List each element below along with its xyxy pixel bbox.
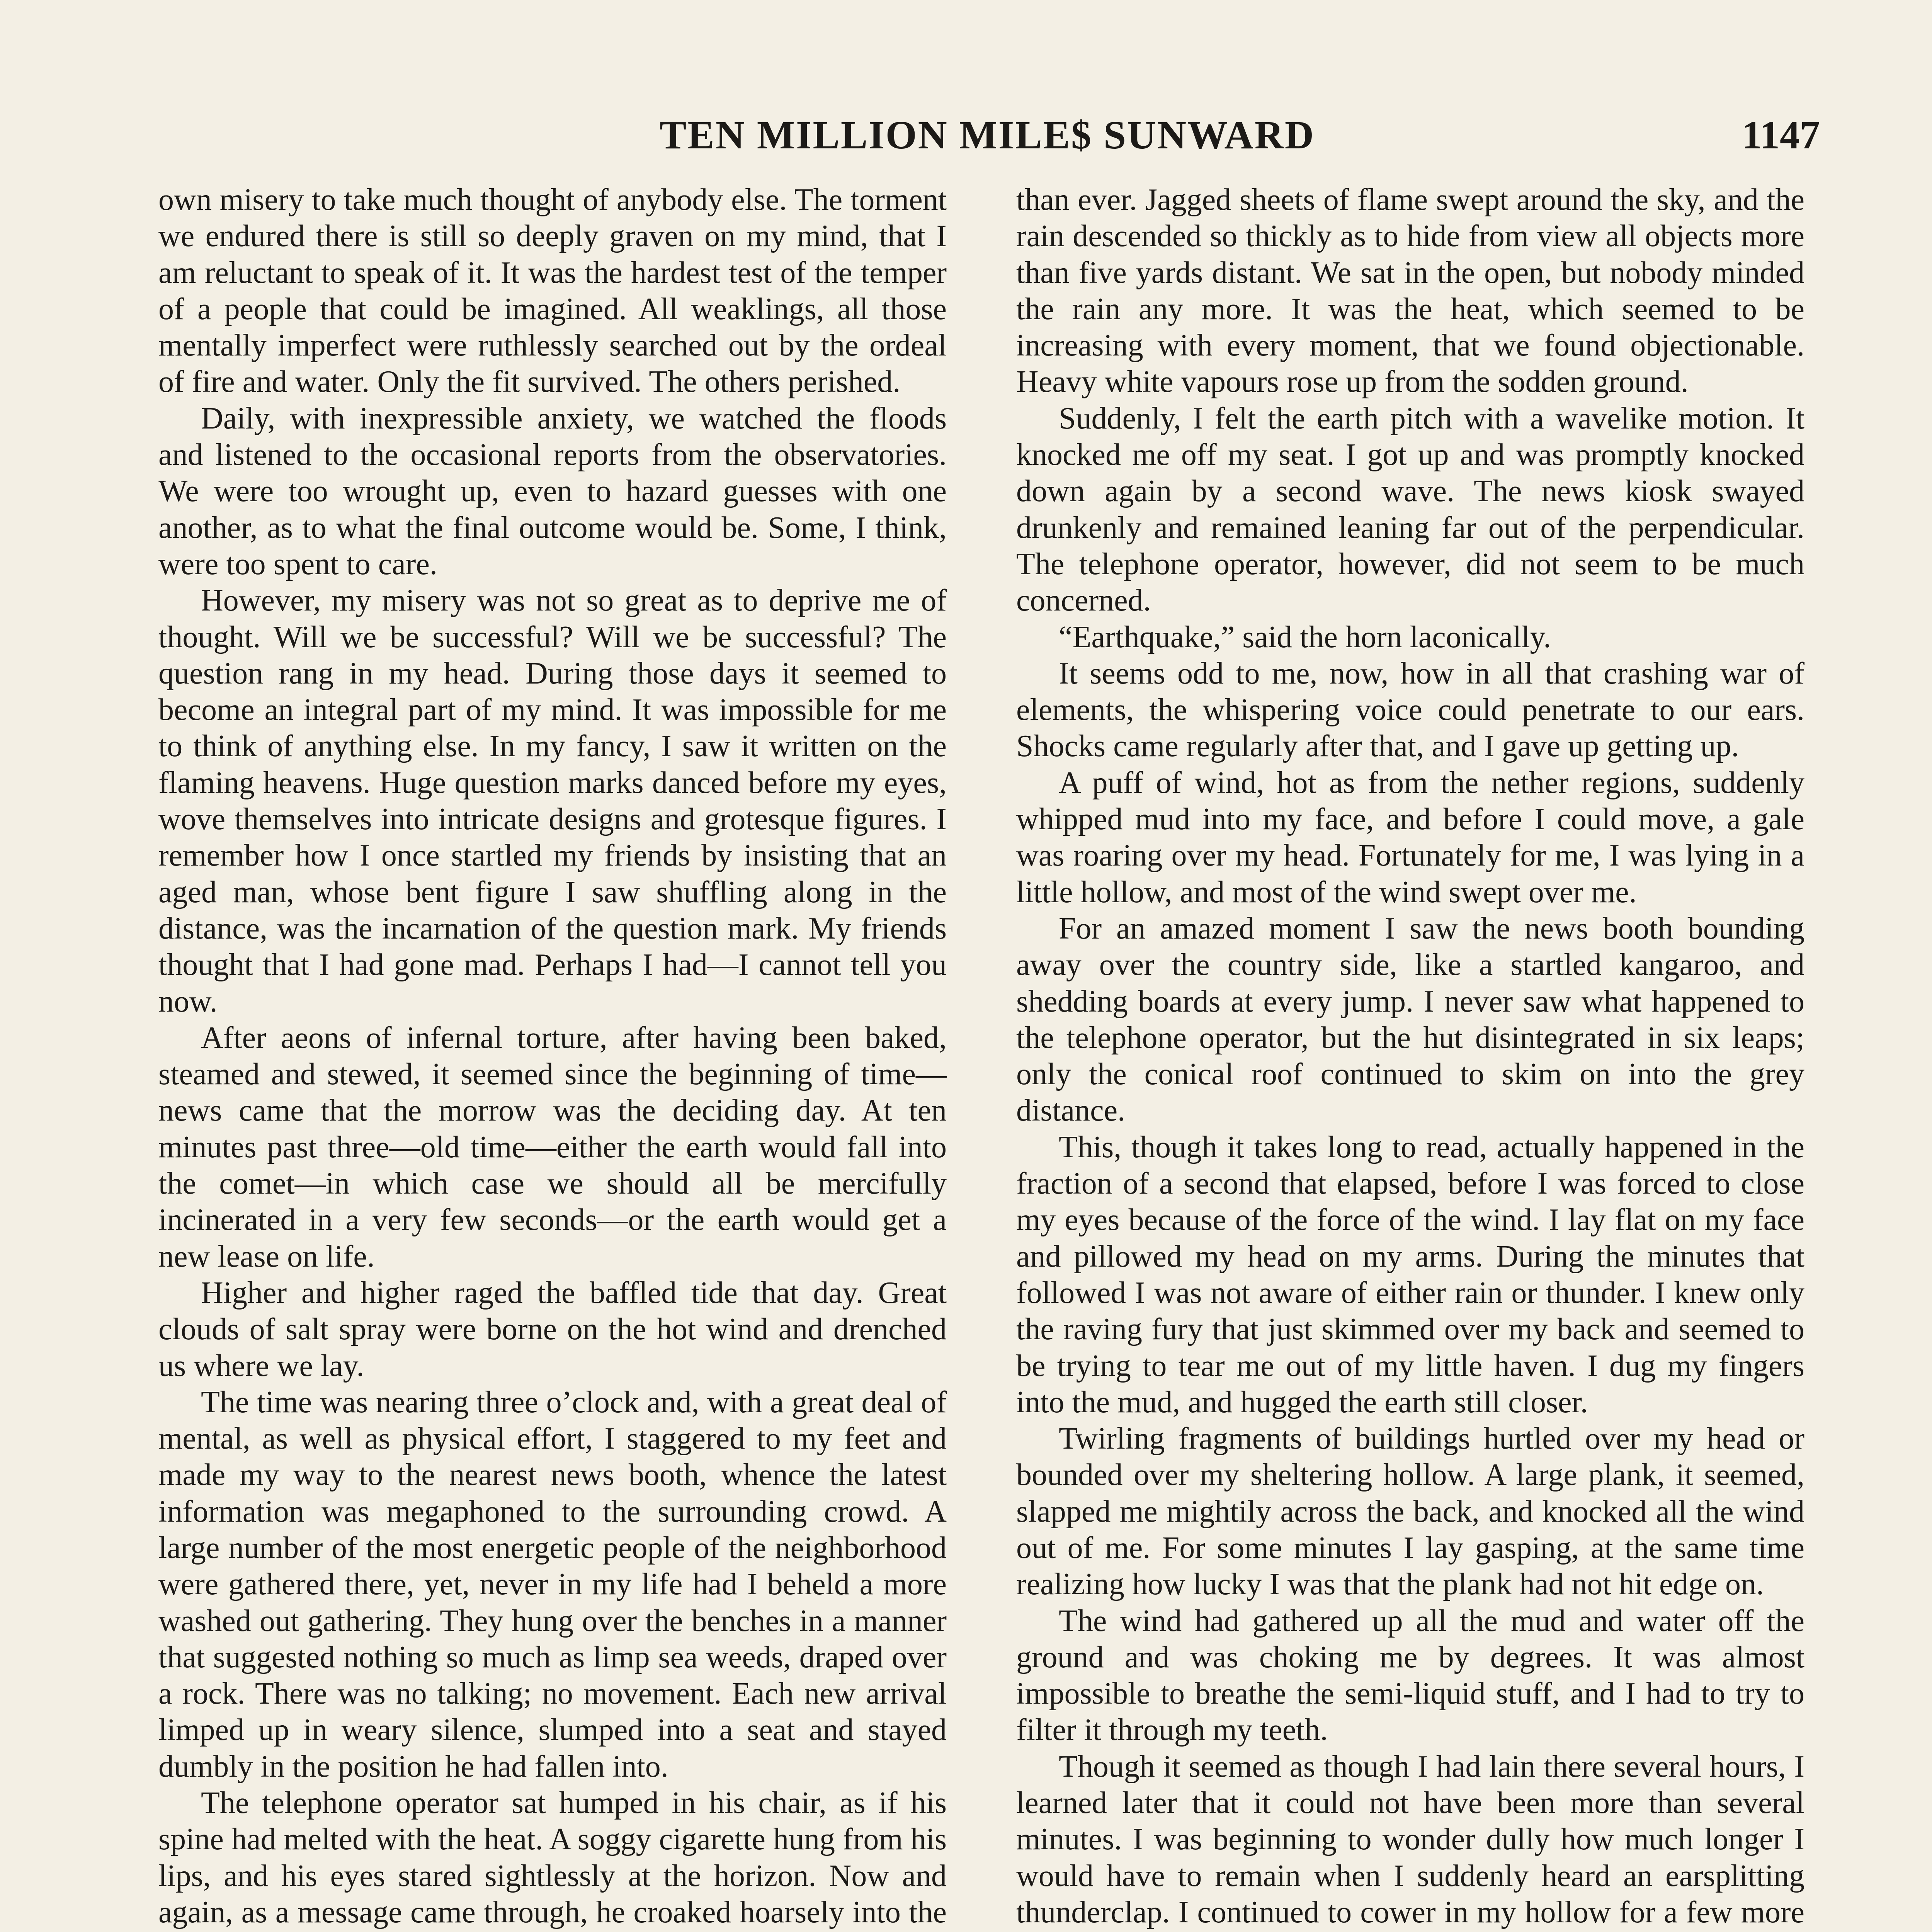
paragraph: than ever. Jagged sheets of flame swept around the sky, and the rain descended so thickly as to hide from view all objects more than five yards distant. We sat in the open, but nobody minded the rain any more. It was the heat, which seemed to be increasing with every moment, that we found objectionable. Heavy white vapours rose up from the sodden ground. [1016, 183, 1804, 399]
paragraph: Though it seemed as though I had lain there several hours, I learned later that it could not have been more than several minutes. I was beginning to wonder dully how much longer I would have to remain when I suddenly heard an earsplitting thunderclap. I continued to cower in my hollow for a few more [1016, 1749, 1804, 1929]
paragraph: Suddenly, I felt the earth pitch with a wavelike motion. It knocked me off my seat. I got up and was promptly knocked down again by a second wave. The news kiosk swayed drunkenly and remained leaning far out of the perpendicular. The telephone operator, however, did not seem to be much concerned. [1016, 401, 1804, 618]
paragraph: This, though it takes long to read, actually happened in the fraction of a second that elapsed, before I was forced to close my eyes because of the force of the wind. I lay flat on my face and pillowed my head on my arms. During the minutes that followed I was not aware of either rain or thunder. I knew only the raving fury that just skimmed over my back and seemed to be trying to tear me out of my little haven. I dug my fingers into the mud, and hugged the earth still closer. [1016, 1130, 1804, 1419]
paragraph: Twirling fragments of buildings hurtled over my head or bounded over my sheltering hollow. A large plank, it seemed, slapped me mightily across the back, and knocked all the wind out of me. For some minutes I lay gasping, at the same time realizing how lucky I was that the plank had not hit edge on. [1016, 1422, 1804, 1602]
page-header [155, 108, 1820, 166]
paragraph: However, my misery was not so great as to deprive me of thought. Will we be successful? Will we be successful? The question rang in my head. During those days it seemed to become an integral part of my mind. It was impossible for me to think of anything else. In my fancy, I saw it written on the flaming heavens. Huge question marks danced before my eyes, wove themselves into intricate designs and grotesque figures. I remember how I once startled my friends by insisting that an aged man, whose bent figure I saw shuffling along in the distance, was the incarnation of the question mark. My friends thought that I had gone mad. Perhaps I had—I cannot tell you now. [158, 583, 947, 1019]
paragraph: The time was nearing three o’clock and, with a great deal of mental, as well as physical effort, I staggered to my feet and made my way to the nearest news booth, whence the latest information was megaphoned to the surrounding crowd. A large number of the most energetic people of the neighborhood were gathered there, yet, never in my life had I beheld a more washed out gathering. They hung over the benches in a manner that suggested nothing so much as limp sea weeds, draped over a rock. There was no talking; no movement. Each new arrival limped up in weary silence, slumped into a seat and stayed dumbly in the position he had fallen into. [158, 1385, 947, 1784]
paragraph: For an amazed moment I saw the news booth bounding away over the country side, like a startled kangaroo, and shedding boards at every jump. I never saw what happened to the telephone operator, but the hut disintegrated in six leaps; only the conical roof continued to skim on into the grey distance. [1016, 911, 1804, 1128]
paragraph: “Earthquake,” said the horn laconically. [1059, 620, 1551, 654]
paragraph: It seems odd to me, now, how in all that crashing war of elements, the whispering voice could penetrate to our ears. Shocks came regularly after that, and I gave up getting up. [1016, 656, 1804, 764]
paragraph: own misery to take much thought of anybody else. The torment we endured there is still so deeply graven on my mind, that I am reluctant to speak of it. It was the hardest test of the temper of a people that could be imagined. All weaklings, all those mentally imperfect were ruthlessly searched out by the ordeal of fire and water. Only the fit survived. The others perished. [158, 183, 947, 399]
paragraph: The wind had gathered up all the mud and water off the ground and was choking me by degrees. It was almost impossible to breathe the semi-liquid stuff, and I had to try to filter it through my teeth. [1016, 1604, 1804, 1747]
running-title: TEN MILLION MILE$ SUNWARD [660, 113, 1315, 157]
paragraph: After aeons of infernal torture, after having been baked, steamed and stewed, it seemed since the beginning of time—news came that the morrow was the deciding day. At ten minutes past three—old time—either the earth would fall into the comet—in which case we should all be mercifully incinerated in a very few seconds—or the earth would get a new lease on life. [158, 1020, 947, 1274]
paragraph: The telephone operator sat humped in his chair, as if his spine had melted with the heat. A soggy cigarette hung from his lips, and his eyes stared sightlessly at the horizon. Now and again, as a message came through, he croaked hoarsely into the [158, 1786, 947, 1929]
paragraph: Daily, with inexpressible anxiety, we watched the floods and listened to the occasional reports from the observatories. We were too wrought up, even to hazard guesses with one another, as to what the final outcome would be. Some, I think, were too spent to care. [158, 401, 947, 581]
paragraph: Higher and higher raged the baffled tide that day. Great clouds of salt spray were borne on the hot wind and drenched us where we lay. [158, 1276, 947, 1383]
page-number: 1147 [1742, 113, 1820, 157]
paragraph: A puff of wind, hot as from the nether regions, suddenly whipped mud into my face, and before I could move, a gale was roaring over my head. Fortunately for me, I was lying in a little hollow, and most of the wind swept over me. [1016, 765, 1804, 909]
right-column [1016, 182, 1804, 1932]
left-column [158, 182, 947, 1932]
